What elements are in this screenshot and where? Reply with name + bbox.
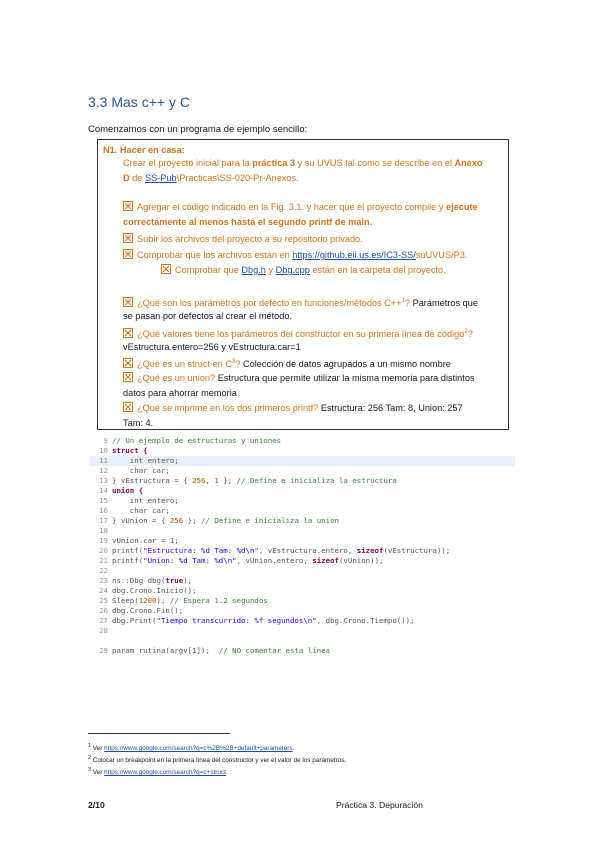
checkbox-icon[interactable] [123, 402, 133, 412]
footnote-divider [88, 733, 230, 734]
footnote-3: $^3$ Ver https://www.google.com/search?q=c+struct. [88, 767, 228, 777]
code-line: 16 char car; [99, 506, 170, 515]
dbg-h-link[interactable]: Dbg.h [241, 265, 266, 275]
task-line-9: se pasan por defectos al crear el método. [123, 311, 293, 321]
task-label: N1. Hacer en casa: [103, 145, 185, 155]
task-line-14: datos para ahorrar memoria [123, 388, 237, 398]
code-line: 18 [99, 526, 108, 535]
code-line: 10 struct { [99, 446, 148, 455]
code-line: 20 printf("Estructura: %d Tam: %d\n", vEstructura.entero, sizeof(vEstructura)); [99, 546, 451, 555]
footnote-1: $^1$ Ver https://www.google.com/search?q=c%2B%2B+default+parameters. [88, 743, 295, 753]
task-line-12: ¿Qué es un struct en $C^3$? Colección de datos agrupados a un mismo nombre [123, 356, 451, 370]
checkbox-icon[interactable] [123, 358, 133, 368]
checkbox-icon[interactable] [123, 372, 133, 382]
code-line: 26 dbg.Crono.Fin(); [99, 606, 184, 615]
task-line-4: correctamente al menos hasta el segundo printf de main. [123, 217, 373, 227]
footnote-link[interactable]: https://www.google.com/search?q=c+struct [104, 769, 226, 777]
code-line: 9 // Un ejemplo de estructuras y uniones [103, 436, 282, 445]
task-box [97, 139, 509, 430]
code-line: 21 printf("Union: %d Tam: %d\n", vUnion.entero, sizeof(vUnion)); [99, 556, 384, 565]
task-line-6: Comprobar que los archivos están en https://github.eii.us.es/IC3-SS/suUVUS/P3. [123, 249, 467, 261]
code-line: 25 Sleep(1200); // Espera 1.2 segundos [99, 596, 268, 605]
code-line: 13 } vEstructura = { 256, 1 }; // Define e inicializa la estructura [99, 476, 397, 485]
code-line: 22 [99, 566, 108, 575]
code-line: 29 param rutina(argv[1]); // NO comentar esta línea [99, 646, 331, 655]
code-line: 17 } vUnion = { 256 }; // Define e inicializa la union [99, 516, 339, 525]
footnote-2: $^2$ Colocar un breakpoint en la primera línea del constructor y ver el valor de los parámetros. [88, 755, 347, 765]
intro-text: Comenzamos con un programa de ejemplo sencillo: [88, 124, 308, 135]
code-line: 24 dbg.Crono.Inicio(); [99, 586, 197, 595]
page-number: 2/10 [88, 800, 105, 810]
checkbox-icon[interactable] [123, 233, 133, 243]
task-line-1: Crear el proyecto inicial para la práctica 3 y su UVUS tal como se describe en el Anexo [123, 158, 483, 168]
code-line: 19 vUnion.car = 1; [99, 536, 179, 545]
code-line: 28 [99, 626, 108, 635]
code-line: 15 int entero; [99, 496, 179, 505]
task-line-2: D de SS-Pub\Practicas\SS-020-Pr-Anexos. [123, 173, 299, 183]
footnote-link[interactable]: https://www.google.com/search?q=c%2B%2B+default+parameters [104, 745, 293, 753]
task-line-11: vEstructura.entero=256 y vEstructura.car=1 [123, 342, 301, 352]
section-title: 3.3 Mas c++ y C [88, 94, 190, 110]
checkbox-icon[interactable] [123, 201, 133, 211]
code-line: 11 int entero; [90, 456, 515, 466]
code-line: 12 char car; [99, 466, 170, 475]
task-line-10: ¿Qué valores tiene los parámetros del constructor en su primera línea de código$^2$? [123, 326, 473, 340]
task-line-3: Agregar el código indicado en la Fig. 3.1. y hacer que el proyecto compile y ejecute [123, 201, 478, 213]
code-line: 27 dbg.Print("Tiempo transcurrido: %f segundos\n", dbg.Crono.Tiempo()); [99, 616, 415, 625]
ss-pub-link[interactable]: SS-Pub [144, 173, 177, 183]
task-line-8: ¿Qué son los parámetros por defecto en funciones/métodos C++$^1$? Parámetros que [123, 295, 478, 309]
code-line: 23 ns::Dbg dbg(true); [99, 576, 193, 585]
code-listing [90, 432, 515, 660]
checkbox-icon[interactable] [161, 264, 171, 274]
checkbox-icon[interactable] [123, 328, 133, 338]
dbg-cpp-link[interactable]: Dbg.cpp [275, 265, 310, 275]
code-line: 14 union { [99, 486, 144, 495]
task-line-5: Subir los archivos del proyecto a su repositorio privado. [123, 233, 363, 245]
footer-title: Práctica 3. Depuración [336, 800, 423, 810]
checkbox-icon[interactable] [123, 249, 133, 259]
github-link[interactable]: https://github.eii.us.es/IC3-SS/ [292, 250, 416, 260]
checkbox-icon[interactable] [123, 297, 133, 307]
task-line-7: Comprobar que Dbg.h y Dbg.cpp están en la carpeta del proyecto. [161, 264, 446, 276]
task-line-16: Tam: 4. [123, 418, 154, 428]
task-line-13: ¿Qué es un union? Estructura que permite utilizar la misma memoria para distintos [123, 372, 475, 384]
task-line-15: ¿Qué se imprime en los dos primeros printf? Estructura: 256 Tam: 8, Union: 257 [123, 402, 463, 414]
